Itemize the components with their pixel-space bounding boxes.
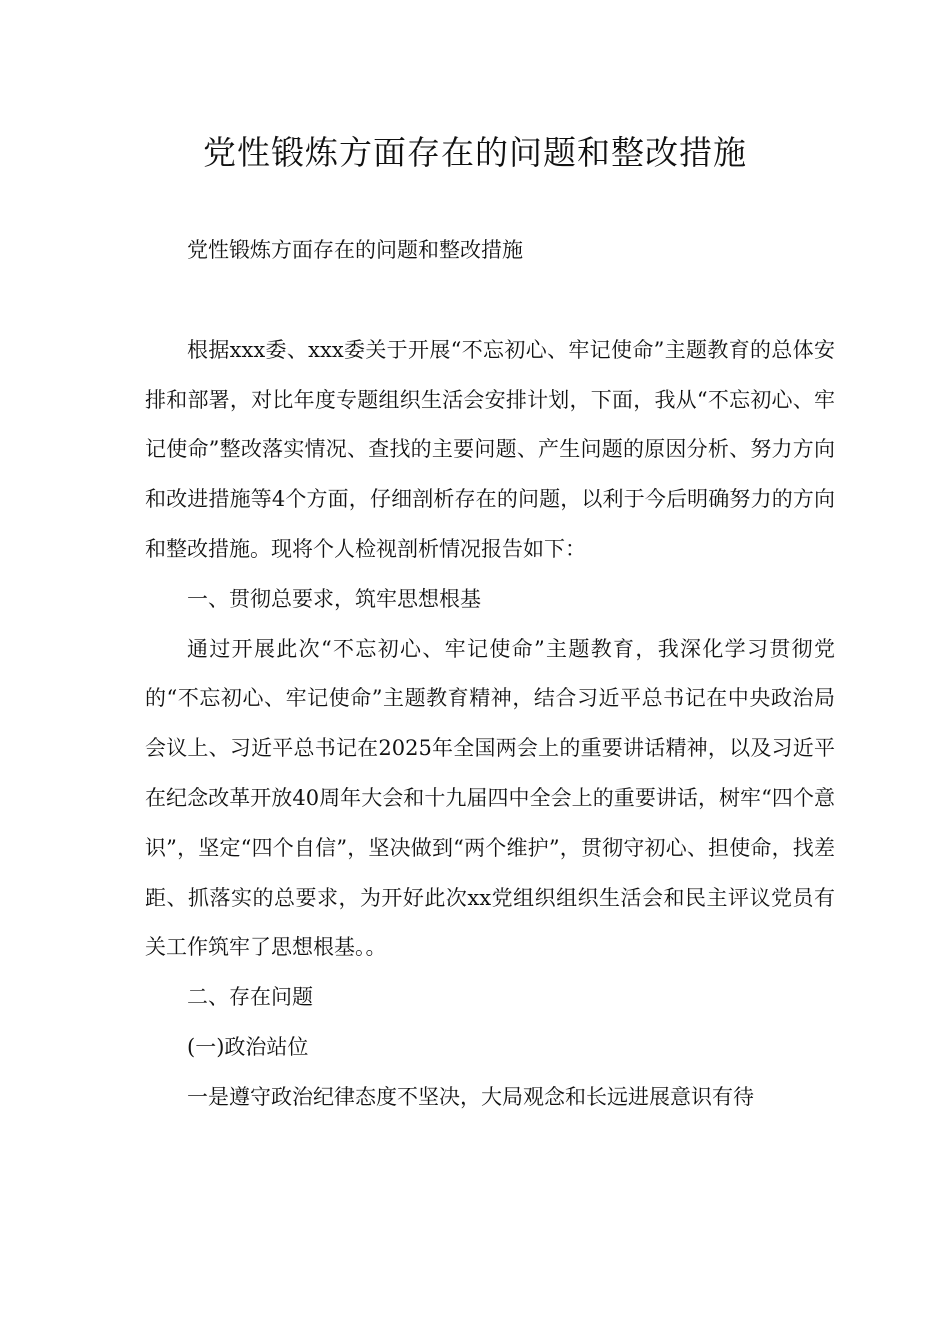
document-subtitle: 党性锻炼方面存在的问题和整改措施: [187, 238, 523, 262]
section-heading-2: 二、存在问题: [187, 985, 313, 1010]
document-title: 党性锻炼方面存在的问题和整改措施: [203, 133, 747, 172]
intro-paragraph: 根据xxx委、xxx委关于开展“不忘初心、牢记使命”主题教育的总体安排和部署，对比年度专题组织生活会安排计划，下面，我从“不忘初心、牢记使命”整改落实情况、查找的主要问题、产生问题的原因分析、努力方向和改进措施等4个方面，仔细剖析存在的问题，以利于今后明确努力的方向和整改措施。现将个人检视剖析情况报告如下：: [145, 337, 835, 561]
subsection-heading-1: (一)政治站位: [187, 1034, 309, 1059]
section-1-paragraph: 通过开展此次“不忘初心、牢记使命”主题教育，我深化学习贯彻党的“不忘初心、牢记使命”主题教育精神，结合习近平总书记在中央政治局会议上、习近平总书记在2025年全国两会上的重要讲话精神，以及习近平在纪念改革开放40周年大会和十九届四中全会上的重要讲话，树牢“四个意识”，坚定“四个自信”，坚决做到“两个维护”，贯彻守初心、担使命，找差距、抓落实的总要求，为开好此次xx党组织组织生活会和民主评议党员有关工作筑牢了思想根基。。: [145, 636, 835, 960]
subsection-1-paragraph: 一是遵守政治纪律态度不坚决，大局观念和长远进展意识有待: [187, 1084, 754, 1109]
document-body: [145, 226, 835, 1123]
section-heading-1: 一、贯彻总要求，筑牢思想根基: [187, 586, 481, 611]
